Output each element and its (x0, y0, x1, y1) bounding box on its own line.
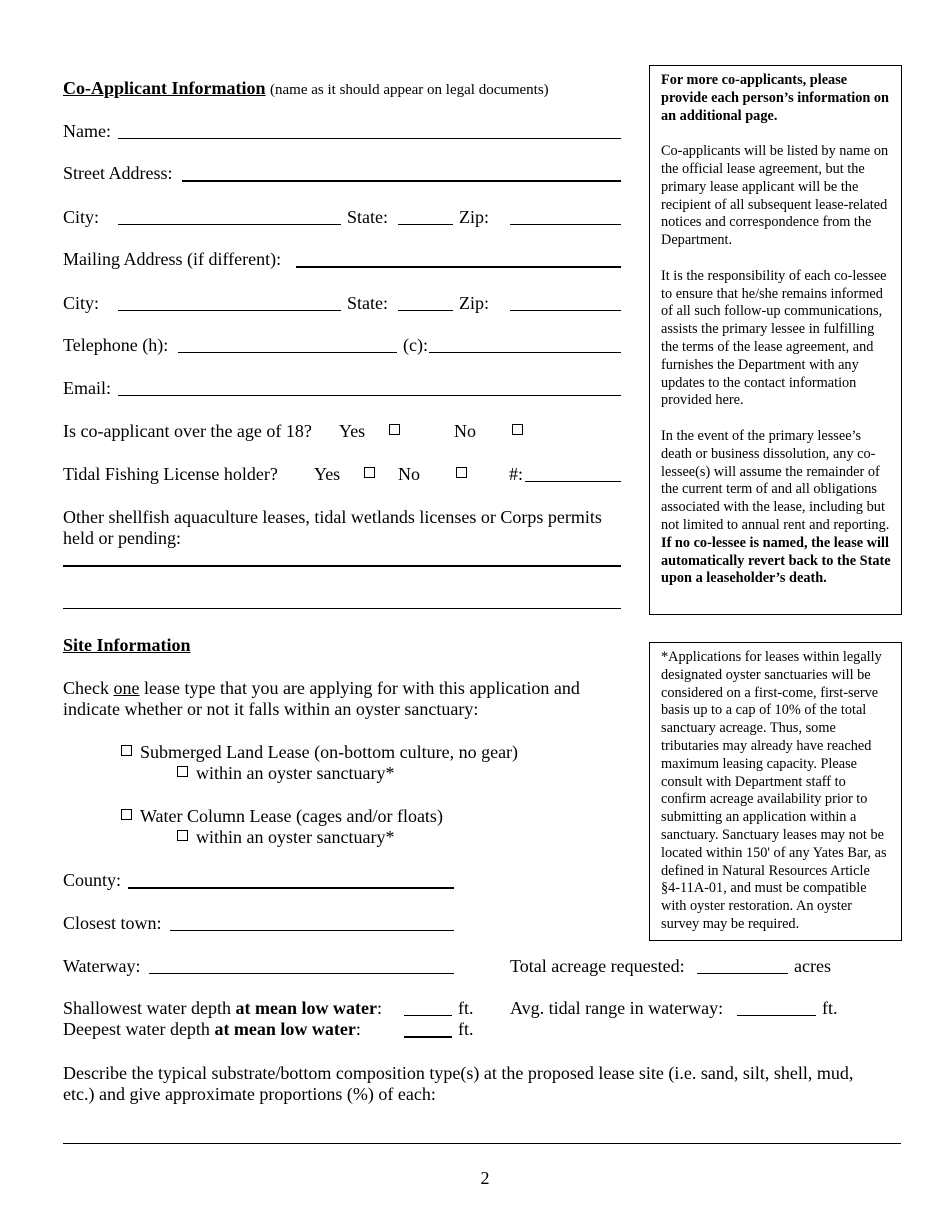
substrate-field[interactable] (63, 1143, 901, 1144)
street-address-field[interactable] (182, 180, 621, 182)
water-column-sanctuary-checkbox[interactable] (177, 830, 188, 841)
city2-label: City: (63, 293, 100, 313)
deep-depth-unit: ft. (458, 1019, 474, 1039)
deep-depth-field[interactable] (404, 1036, 452, 1038)
sidebar-p4-bold: If no co-lessee is named, the lease will automatically revert back to the State upon a leaseholder’s death. (661, 534, 891, 587)
email-field[interactable] (118, 395, 621, 396)
sanctuary-sidebar (649, 642, 902, 941)
sidebar-p2: Co-applicants will be listed by name on the official lease agreement, but the primary lease applicant will be the recipient of all subsequent lease-related notices and correspondence from the Department. (661, 143, 889, 249)
age-yes-label: Yes (339, 421, 366, 441)
mailing-address-field[interactable] (296, 266, 621, 268)
city2-field[interactable] (118, 310, 341, 311)
other-leases-field-1[interactable] (63, 565, 621, 567)
submerged-sanctuary-label: within an oyster sanctuary* (196, 763, 395, 783)
co-applicant-heading-note: (name as it should appear on legal documents) (270, 82, 549, 98)
shallow-pre: Shallowest water depth (63, 998, 236, 1018)
state-label: State: (347, 207, 388, 227)
waterway-field[interactable] (149, 973, 454, 974)
tidal-range-field[interactable] (737, 1015, 816, 1016)
zip-label: Zip: (459, 207, 489, 227)
deep-pre: Deepest water depth (63, 1019, 215, 1039)
check-post: lease type that you are applying for with this application and (139, 678, 580, 698)
email-label: Email: (63, 378, 111, 398)
license-no-checkbox[interactable] (456, 467, 467, 478)
county-field[interactable] (128, 887, 454, 889)
acreage-label: Total acreage requested: (510, 956, 685, 976)
page-number: 2 (480, 1168, 490, 1188)
street-address-label: Street Address: (63, 163, 173, 183)
license-no-label: No (398, 464, 420, 484)
co-applicant-info-sidebar (649, 65, 902, 615)
co-applicant-heading-row (63, 77, 549, 101)
deep-depth-label (63, 1018, 361, 1040)
shallow-post: : (376, 998, 382, 1018)
other-leases-line1: Other shellfish aquaculture leases, tidal wetlands licenses or Corps permits (63, 507, 602, 527)
sanctuary-text: *Applications for leases within legally designated oyster sanctuaries will be considered on a first-come, first-serve basis up to a cap of 10% of the total sanctuary acreage. Thus, some tributaries may already have reached maximum leasing capacity. Please consult with Department staff to confirm acreage availability prior to submitting an application within a sanctuary. Sanctuary leases may not be located within 150' of any Yates Bar, as defined in Natural Resources Article §4-11A-01, and must be compatible with oyster restoration. An oyster survey may be required. (661, 649, 887, 932)
other-leases-line2: held or pending: (63, 528, 181, 548)
city-field[interactable] (118, 224, 341, 225)
telephone-cell-field[interactable] (429, 352, 621, 353)
substrate-line1: Describe the typical substrate/bottom composition type(s) at the proposed lease site (i.e. sand, silt, shell, mud, (63, 1063, 854, 1083)
age-no-label: No (454, 421, 476, 441)
state-field[interactable] (398, 224, 453, 225)
zip-field[interactable] (510, 224, 621, 225)
check-instruction-line2: indicate whether or not it falls within an oyster sanctuary: (63, 699, 479, 719)
closest-town-label: Closest town: (63, 913, 162, 933)
deep-bold: at mean low water (214, 1019, 356, 1039)
zip2-label: Zip: (459, 293, 489, 313)
shallow-bold: at mean low water (235, 998, 377, 1018)
city-label: City: (63, 207, 100, 227)
zip2-field[interactable] (510, 310, 621, 311)
name-label: Name: (63, 121, 111, 141)
sidebar-p4-normal: In the event of the primary lessee’s death or business dissolution, any co-lessee(s) will assume the remainder of the current term of and all obligations associated with the lease, including but not limited to annual rent and reporting. (661, 427, 890, 533)
acreage-unit: acres (794, 956, 831, 976)
license-yes-checkbox[interactable] (364, 467, 375, 478)
state2-field[interactable] (398, 310, 453, 311)
age-yes-checkbox[interactable] (389, 424, 400, 435)
deep-post: : (355, 1019, 361, 1039)
license-number-label: #: (509, 464, 524, 484)
check-instruction-line1 (63, 677, 580, 699)
check-one: one (113, 678, 140, 698)
water-column-label: Water Column Lease (cages and/or floats) (140, 806, 443, 826)
water-column-sanctuary-label: within an oyster sanctuary* (196, 827, 395, 847)
cell-label: (c): (403, 335, 428, 355)
state2-label: State: (347, 293, 388, 313)
check-pre: Check (63, 678, 114, 698)
license-yes-label: Yes (314, 464, 341, 484)
age-no-checkbox[interactable] (512, 424, 523, 435)
shallow-depth-field[interactable] (404, 1015, 452, 1016)
submerged-land-checkbox[interactable] (121, 745, 132, 756)
name-field[interactable] (118, 138, 621, 139)
site-info-heading: Site Information (63, 635, 191, 655)
sidebar-p4 (661, 428, 891, 588)
county-label: County: (63, 870, 122, 890)
shallow-depth-label (63, 997, 382, 1019)
sidebar-p3: It is the responsibility of each co-lessee to ensure that he/she remains informed of all such follow-up communications, assists the primary lessee in fulfilling the terms of the lease agreement, and furnishes the Department with any updates to the contact information provided here. (661, 267, 887, 409)
co-applicant-heading: Co-Applicant Information (63, 78, 266, 98)
shallow-depth-unit: ft. (458, 998, 474, 1018)
closest-town-field[interactable] (170, 930, 454, 931)
acreage-field[interactable] (697, 973, 788, 974)
tidal-range-label: Avg. tidal range in waterway: (510, 998, 724, 1018)
substrate-line2: etc.) and give approximate proportions (%) of each: (63, 1084, 436, 1104)
other-leases-field-2[interactable] (63, 608, 621, 609)
age-question: Is co-applicant over the age of 18? (63, 421, 312, 441)
waterway-label: Waterway: (63, 956, 141, 976)
license-number-field[interactable] (525, 481, 621, 482)
submerged-land-label: Submerged Land Lease (on-bottom culture, no gear) (140, 742, 519, 762)
water-column-checkbox[interactable] (121, 809, 132, 820)
license-question: Tidal Fishing License holder? (63, 464, 278, 484)
tidal-range-unit: ft. (822, 998, 838, 1018)
sidebar-p1: For more co-applicants, please provide each person’s information on an additional page. (661, 72, 889, 124)
mailing-address-label: Mailing Address (if different): (63, 249, 282, 269)
submerged-sanctuary-checkbox[interactable] (177, 766, 188, 777)
telephone-label: Telephone (h): (63, 335, 169, 355)
telephone-home-field[interactable] (178, 352, 397, 353)
